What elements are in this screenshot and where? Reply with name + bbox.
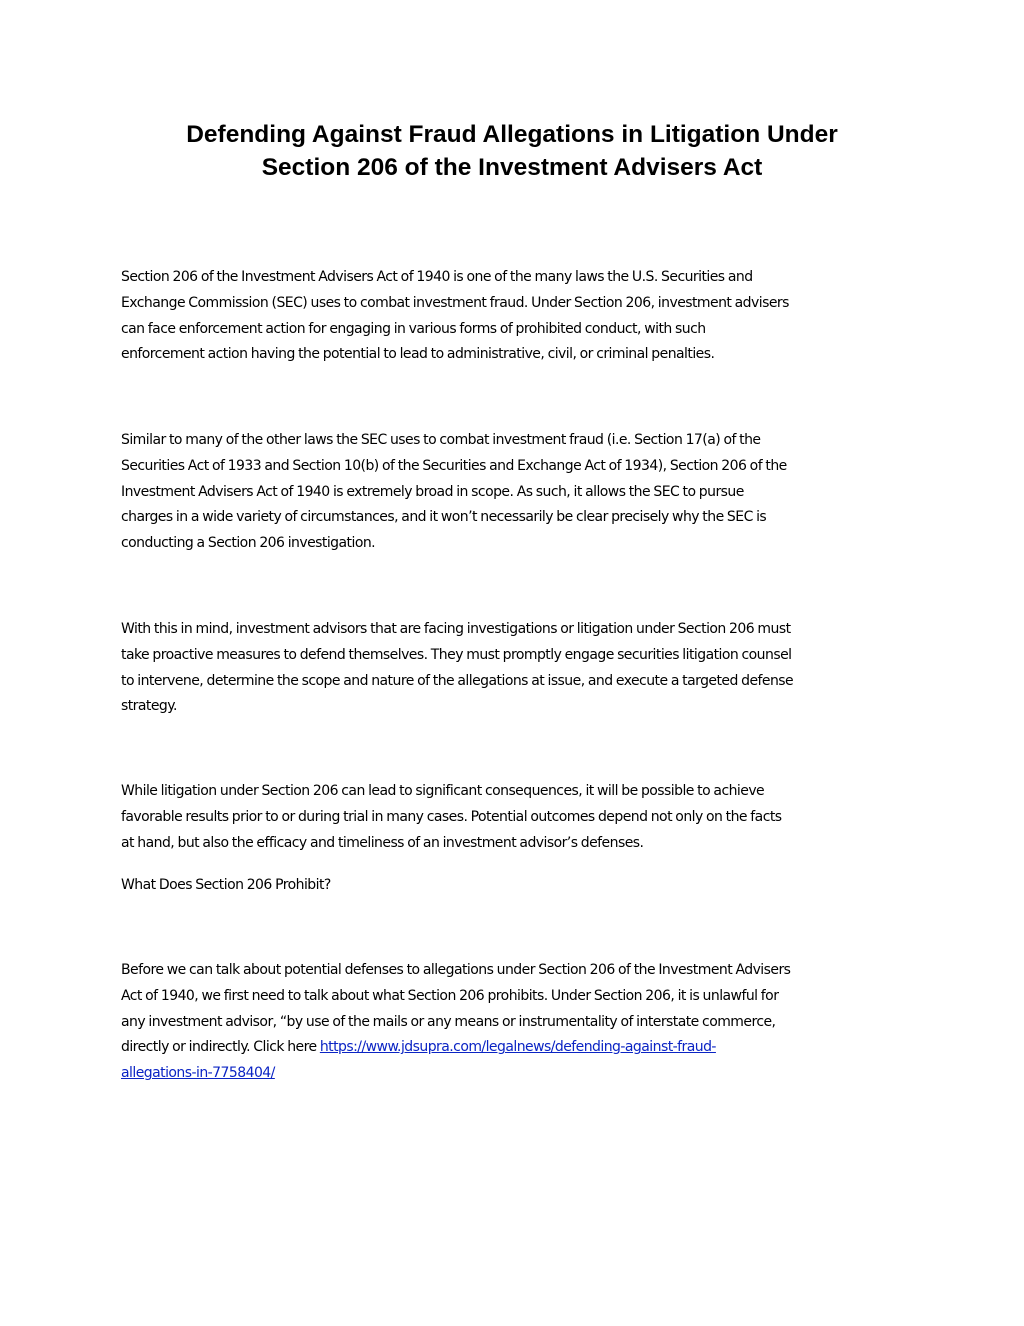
text-line: strategy. xyxy=(121,698,177,715)
paragraph-scope xyxy=(121,428,911,557)
text-line-link-continued xyxy=(121,1061,911,1087)
text-line: conducting a Section 206 investigation. xyxy=(121,535,376,552)
title-line: Defending Against Fraud Allegations in Litigation Under xyxy=(186,121,838,148)
text-line: to intervene, determine the scope and nature of the allegations at issue, and execute a targeted defense xyxy=(121,672,794,689)
text-line: Exchange Commission (SEC) uses to combat investment fraud. Under Section 206, investment advisers xyxy=(121,294,789,311)
text-line: charges in a wide variety of circumstances, and it won’t necessarily be clear precisely why the SEC is xyxy=(121,509,767,526)
text-line: favorable results prior to or during trial in many cases. Potential outcomes depend not only on the facts xyxy=(121,808,782,825)
text-line: enforcement action having the potential to lead to administrative, civil, or criminal penalties. xyxy=(121,346,715,363)
text-line: Before we can talk about potential defenses to allegations under Section 206 of the Investment Advisers xyxy=(121,962,791,978)
text-line: What Does Section 206 Prohibit? xyxy=(121,877,331,893)
text-line: Securities Act of 1933 and Section 10(b) of the Securities and Exchange Act of 1934), Section 206 of the xyxy=(121,457,787,474)
link-prefix-text: directly or indirectly. Click here xyxy=(121,1039,320,1056)
text-line-with-link xyxy=(121,1035,911,1061)
text-line: Similar to many of the other laws the SEC uses to combat investment fraud (i.e. Section 17(a) of the xyxy=(121,432,761,448)
title-line: Section 206 of the Investment Advisers Act xyxy=(261,154,763,181)
document-title xyxy=(120,118,904,184)
paragraph-intro xyxy=(121,265,911,368)
text-line: Investment Advisers Act of 1940 is extremely broad in scope. As such, it allows the SEC to pursue xyxy=(121,483,744,500)
text-line: While litigation under Section 206 can lead to significant consequences, it will be possible to achieve xyxy=(121,783,765,799)
paragraph-prohibitions xyxy=(121,958,911,1087)
text-line: can face enforcement action for engaging in various forms of prohibited conduct, with such xyxy=(121,320,706,337)
text-line: Act of 1940, we first need to talk about what Section 206 prohibits. Under Section 206, it is unlawful for xyxy=(121,987,779,1004)
paragraph-outcomes xyxy=(121,779,911,856)
section-heading xyxy=(121,873,911,899)
text-line: any investment advisor, “by use of the mails or any means or instrumentality of interstate commerce, xyxy=(121,1013,776,1030)
source-link-continued[interactable]: allegations-in-7758404/ xyxy=(121,1065,275,1082)
text-line: at hand, but also the efficacy and timeliness of an investment advisor’s defenses. xyxy=(121,834,644,851)
text-line: With this in mind, investment advisors that are facing investigations or litigation under Section 206 must xyxy=(121,621,791,637)
text-line: Section 206 of the Investment Advisers Act of 1940 is one of the many laws the U.S. Securities and xyxy=(121,269,753,285)
text-line: take proactive measures to defend themselves. They must promptly engage securities litigation counsel xyxy=(121,646,792,663)
paragraph-proactive-measures xyxy=(121,617,911,720)
source-link[interactable]: https://www.jdsupra.com/legalnews/defending-against-fraud- xyxy=(319,1039,716,1056)
